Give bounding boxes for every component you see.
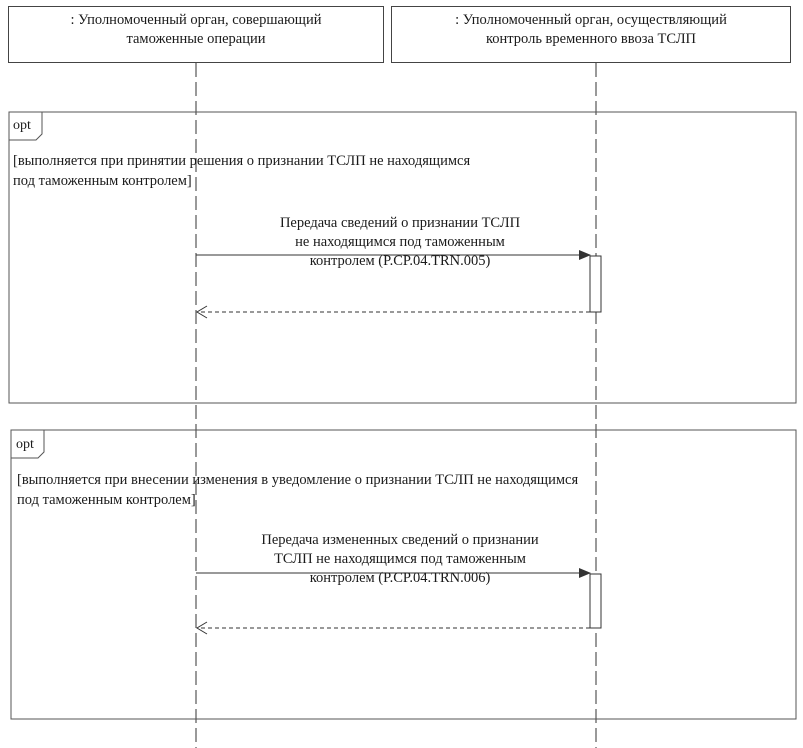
- message-line: ТСЛП не находящимся под таможенным: [274, 551, 526, 567]
- message-line: Передача измененных сведений о признании: [261, 532, 539, 548]
- opt-operator-label: opt: [16, 437, 34, 452]
- message-label-1: [190, 214, 610, 271]
- message-line: не находящимся под таможенным: [295, 234, 505, 250]
- guard-line: [выполняется при принятии решения о признании ТСЛП не находящимся: [13, 153, 471, 169]
- opt-operator-label: opt: [13, 118, 31, 133]
- guard-condition-2: [17, 470, 578, 510]
- message-line: Передача сведений о признании ТСЛП: [279, 215, 521, 231]
- guard-line: под таможенным контролем]: [13, 173, 192, 189]
- message-label-2: [190, 531, 610, 588]
- message-line: контролем (P.CP.04.TRN.005): [309, 253, 491, 269]
- guard-line: под таможенным контролем]: [17, 492, 196, 508]
- guard-line: [выполняется при внесении изменения в уведомление о признании ТСЛП не находящимся: [17, 472, 579, 488]
- lifeline-title-line: : Уполномоченный орган, осуществляющий: [455, 12, 727, 28]
- lifeline-title-line: контроль временного ввоза ТСЛП: [485, 31, 697, 47]
- lifeline-title-line: таможенные операции: [126, 31, 266, 47]
- guard-condition-1: [13, 151, 470, 191]
- message-line: контролем (P.CP.04.TRN.006): [309, 570, 491, 586]
- lifeline-title-line: : Уполномоченный орган, совершающий: [70, 12, 322, 28]
